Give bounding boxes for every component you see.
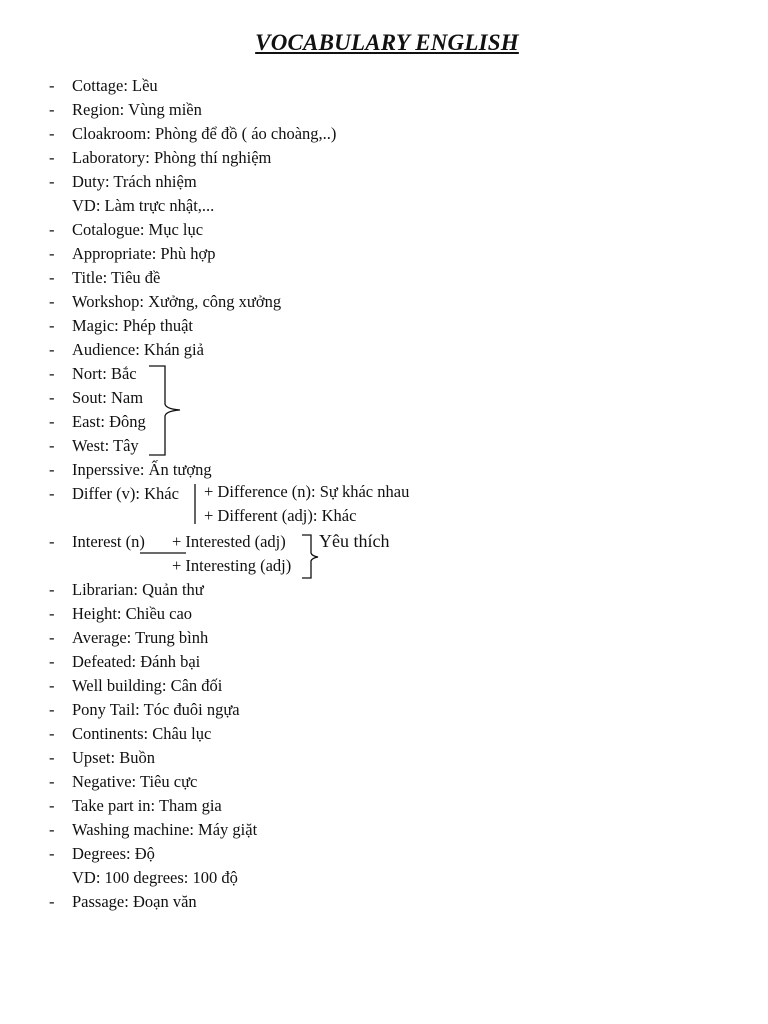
bullet-dash: - (49, 292, 55, 311)
vocab-entry: VD: Làm trực nhật,... (72, 196, 215, 215)
bullet-dash: - (49, 172, 55, 191)
bullet-dash: - (49, 436, 55, 455)
vocab-entry: Negative: Tiêu cực (72, 772, 198, 791)
bullet-dash: - (49, 700, 55, 719)
vocab-entry: East: Đông (72, 412, 146, 431)
differ-form-different: + Different (adj): Khác (204, 506, 357, 525)
vocab-entry: Pony Tail: Tóc đuôi ngựa (72, 700, 240, 719)
interest-form-interesting: + Interesting (adj) (172, 556, 292, 575)
bullet-dash: - (49, 100, 55, 119)
bullet-dash: - (49, 628, 55, 647)
interest-brace (302, 535, 318, 578)
bullet-dash: - (49, 76, 55, 95)
vocab-entry: Defeated: Đánh bại (72, 652, 201, 671)
interest-meaning: Yêu thích (319, 531, 390, 551)
bullet-dash: - (49, 412, 55, 431)
document-title: VOCABULARY ENGLISH (255, 30, 519, 55)
bullet-dash: - (49, 148, 55, 167)
vocab-entry: Title: Tiêu đề (72, 268, 161, 287)
vocab-entry: Magic: Phép thuật (72, 316, 193, 335)
vocab-entry: Cotalogue: Mục lục (72, 220, 204, 239)
bullet-dash: - (49, 484, 55, 503)
vocab-entry: Sout: Nam (72, 388, 144, 407)
differ-form-difference: + Difference (n): Sự khác nhau (204, 482, 410, 501)
bullet-dash: - (49, 820, 55, 839)
bullet-dash: - (49, 604, 55, 623)
bullet-dash: - (49, 364, 55, 383)
vocab-entry: Upset: Buồn (72, 748, 155, 767)
vocab-entry: West: Tây (72, 436, 139, 455)
vocab-entry: Nort: Bắc (72, 364, 137, 383)
vocab-entry: VD: 100 degrees: 100 độ (72, 868, 238, 887)
vocab-entry: Region: Vùng miền (72, 100, 202, 119)
bullet-dash: - (49, 844, 55, 863)
bullet-dash: - (49, 124, 55, 143)
vocab-entry: Degrees: Độ (72, 844, 155, 863)
vocab-entry: Well building: Cân đối (72, 676, 223, 695)
vocab-entry: Inperssive: Ấn tượng (72, 460, 212, 479)
bullet-dash: - (49, 220, 55, 239)
bullet-dash: - (49, 772, 55, 791)
bullet-dash: - (49, 340, 55, 359)
vocab-entry: Continents: Châu lục (72, 724, 212, 743)
vocab-entry: Average: Trung bình (72, 628, 209, 647)
vocab-entry: Interest (n) (72, 532, 145, 551)
directions-brace (149, 366, 180, 455)
vocab-entry: Duty: Trách nhiệm (72, 172, 197, 191)
vocab-entry: Height: Chiều cao (72, 604, 193, 623)
vocab-entry: Appropriate: Phù hợp (72, 244, 216, 263)
bullet-dash: - (49, 748, 55, 767)
bullet-dash: - (49, 676, 55, 695)
bullet-dash: - (49, 892, 55, 911)
bullet-dash: - (49, 532, 55, 551)
vocab-entry: Washing machine: Máy giặt (72, 820, 258, 839)
vocab-entry: Cottage: Lều (72, 76, 158, 95)
bullet-dash: - (49, 796, 55, 815)
vocab-entry: Audience: Khán giả (72, 340, 204, 359)
bullet-dash: - (49, 316, 55, 335)
vocab-entry: Take part in: Tham gia (72, 796, 222, 815)
vocab-entry: Laboratory: Phòng thí nghiệm (72, 148, 272, 167)
bullet-dash: - (49, 652, 55, 671)
vocab-entry: Differ (v): Khác (72, 484, 179, 503)
bullet-dash: - (49, 244, 55, 263)
vocab-entry: Passage: Đoạn văn (72, 892, 197, 911)
vocab-entry: Workshop: Xưởng, công xưởng (72, 292, 282, 311)
bullet-dash: - (49, 724, 55, 743)
bullet-dash: - (49, 268, 55, 287)
bullet-dash: - (49, 580, 55, 599)
vocab-entry: Cloakroom: Phòng để đồ ( áo choàng,..) (72, 124, 337, 143)
vocab-entry: Librarian: Quản thư (72, 580, 204, 599)
interest-form-interested: + Interested (adj) (172, 532, 286, 551)
bullet-dash: - (49, 460, 55, 479)
bullet-dash: - (49, 388, 55, 407)
